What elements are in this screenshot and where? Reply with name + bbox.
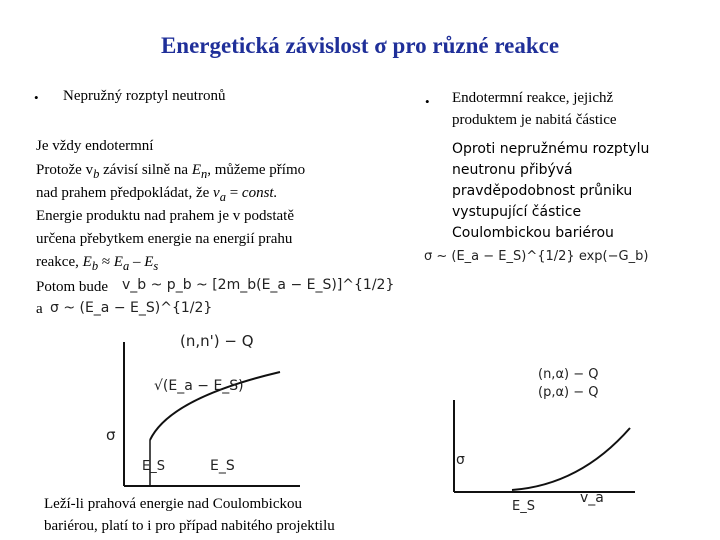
left-footer-line2: bariérou, platí to i pro případ nabitého projektilu — [44, 518, 335, 534]
left-footer-line1: Leží-li prahová energie nad Coulombickou — [44, 496, 302, 512]
page-title: Energetická závislost σ pro různé reakce — [160, 33, 560, 58]
left-heading: Nepružný rozptyl neutronů — [63, 88, 226, 104]
left-graph-y-label: σ — [106, 426, 116, 444]
formula-velocity: v_b ~ p_b ~ [2m_b(E_a − E_S)]^{1/2} — [122, 277, 395, 293]
left-graph-x-label: E_S — [142, 459, 165, 474]
left-text-line8: a — [36, 301, 43, 317]
formula-sigma-right: σ ~ (E_a − E_S)^{1/2} exp(−G_b) — [424, 249, 649, 264]
left-graph-curve-label: √(E_a − E_S) — [154, 378, 244, 394]
left-text-line3: nad prahem předpokládat, že $v_a$ = const. — [36, 185, 278, 204]
right-graph — [440, 360, 660, 520]
left-graph-reaction-label: (n,n') − Q — [180, 332, 254, 350]
right-graph-label2: (p,α) − Q — [538, 385, 599, 400]
left-graph — [90, 320, 310, 500]
right-text-line5: Coulombickou bariérou — [452, 225, 614, 241]
right-heading-line2: produktem je nabitá částice — [452, 112, 617, 128]
left-bullet: • — [34, 90, 39, 105]
right-graph-y-label: σ — [456, 452, 465, 468]
formula-sigma-left: σ ~ (E_a − E_S)^{1/2} — [50, 300, 213, 316]
left-text-line1: Je vždy endotermní — [36, 138, 154, 154]
left-text-line5: určena přebytkem energie na energií prahu — [36, 231, 293, 247]
right-graph-x-label2: v_a — [580, 490, 604, 506]
right-text-line1: Oproti nepružnému rozptylu — [452, 141, 650, 157]
left-text-line2: Protože $v_b$ závisí silně na $E_n$, můžeme přímo — [36, 162, 306, 181]
right-text-line2: neutronu přibývá — [452, 162, 573, 178]
right-heading-line1: Endotermní reakce, jejichž — [452, 90, 614, 106]
right-bullet: • — [425, 94, 430, 109]
left-text-line4: Energie produktu nad prahem je v podstatě — [36, 208, 294, 224]
right-graph-x-label1: E_S — [512, 499, 535, 514]
left-graph-x-label2: E_S — [210, 458, 235, 474]
right-graph-curve — [512, 428, 630, 490]
left-text-line6: reakce, $E_b \approx E_a - E_s$ — [36, 254, 159, 273]
right-graph-label1: (n,α) − Q — [538, 367, 599, 382]
right-text-line4: vystupující částice — [452, 204, 582, 220]
left-text-line7: Potom bude — [36, 279, 109, 295]
right-text-line3: pravděpodobnost průniku — [452, 183, 633, 199]
